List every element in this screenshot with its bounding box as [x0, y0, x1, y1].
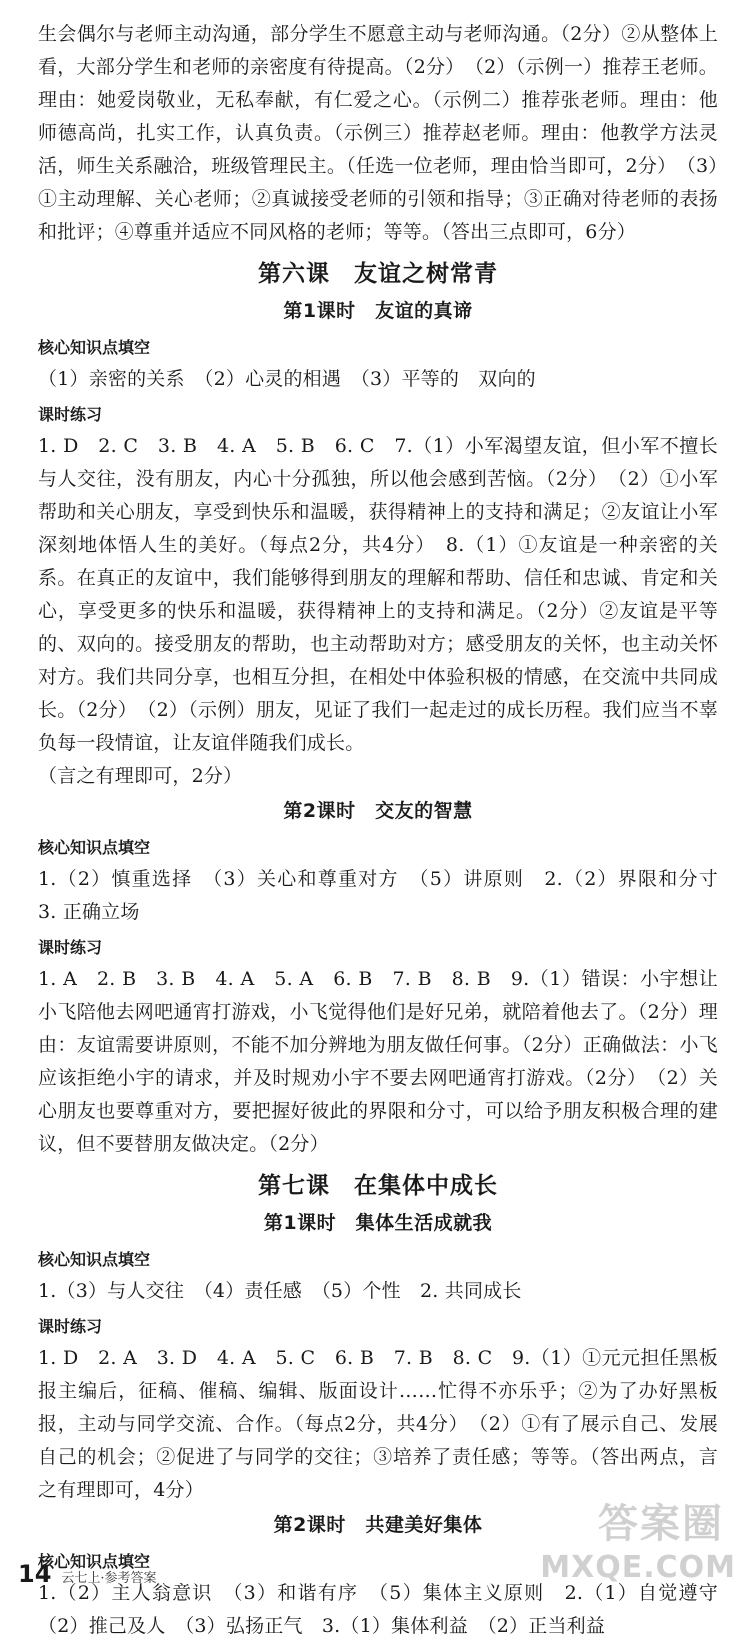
l7p2-core-knowledge-answers: 1.（2）主人翁意识 （3）和谐有序 （5）集体主义原则 2.（1）自觉遵守 （2）推己及人 （3）弘扬正气 3.（1）集体利益 （2）正当利益	[38, 1582, 738, 1637]
l6p2-core-knowledge-heading: 核心知识点填空	[38, 838, 151, 857]
l7p1-core-knowledge-answers: 1.（3）与人交往 （4）责任感 （5）个性 2. 共同成长	[38, 1280, 522, 1302]
watermark-bottom-text: MXQE.COM	[540, 1550, 736, 1585]
l6p2-exercise-heading: 课时练习	[38, 938, 103, 957]
page-number: 14	[18, 1560, 52, 1588]
l7p2-core-knowledge-heading: 核心知识点填空	[38, 1552, 151, 1571]
lesson-6-title: 第六课 友谊之树常青	[258, 261, 498, 287]
l6p1-exercise-note: （言之有理即可，2分）	[38, 765, 243, 787]
lesson-7-period-1-title: 第1课时 集体生活成就我	[263, 1212, 493, 1234]
previous-answer-continuation: 生会偶尔与老师主动沟通，部分学生不愿意主动与老师沟通。（2分）②从整体上看，大部分学生和老师的亲密度有待提高。（2分） （2）（示例一）推荐王老师。理由：她爱岗敬业，无私奉献，有仁爱之心。（示例二）推荐张老师。理由：他师德高尚，扎实工作，认真负责。（示例三）推荐赵老师。理由：他教学方法灵活，师生关系融洽，班级管理民主。（任选一位老师，理由恰当即可，2分） （3）①主动理解、关心老师；②真诚接受老师的引领和指导；③正确对待老师的表扬和批评；④尊重并适应不同风格的老师；等等。（答出三点即可，6分）	[38, 23, 718, 243]
l7p1-exercise-answers: 1. D 2. A 3. D 4. A 5. C 6. B 7. B 8. C 9.（1）①元元担任黑板报主编后，征稿、催稿、编辑、版面设计……忙得不亦乐乎；②为了办好黑板报，主动与同学交流、合作。（每点2分，共4分） （2）①有了展示自己、发展自己的机会；②促进了与同学的交往；③培养了责任感；等等。（答出两点，言之有理即可，4分）	[38, 1347, 718, 1501]
l6p1-core-knowledge-answers: （1）亲密的关系 （2）心灵的相遇 （3）平等的 双向的	[38, 368, 536, 390]
footer-label: 云七上·参考答案	[61, 1571, 157, 1586]
watermark-top-text: 答案圈	[598, 1501, 724, 1547]
l6p2-core-knowledge-answers: 1.（2）慎重选择 （3）关心和尊重对方 （5）讲原则 2.（2）界限和分寸 3. 正确立场	[38, 868, 738, 923]
site-watermark	[540, 1490, 744, 1595]
l6p1-exercise-heading: 课时练习	[38, 405, 103, 424]
lesson-6-period-1-title: 第1课时 友谊的真谛	[283, 300, 473, 322]
lesson-6-period-2-title: 第2课时 交友的智慧	[283, 800, 473, 822]
l6p2-exercise-answers: 1. A 2. B 3. B 4. A 5. A 6. B 7. B 8. B 9.（1）错误：小宇想让小飞陪他去网吧通宵打游戏，小飞觉得他们是好兄弟，就陪着他去了。（2分）理由：友谊需要讲原则，不能不加分辨地为朋友做任何事。（2分）正确做法：小飞应该拒绝小宇的请求，并及时规劝小宇不要去网吧通宵打游戏。（2分） （2）关心朋友也要尊重对方，要把握好彼此的界限和分寸，可以给予朋友积极合理的建议，但不要替朋友做决定。（2分）	[38, 968, 718, 1155]
l7p1-core-knowledge-heading: 核心知识点填空	[38, 1250, 151, 1269]
page-footer	[18, 1560, 157, 1590]
l7p1-exercise-heading: 课时练习	[38, 1317, 103, 1336]
answer-page	[38, 18, 738, 1643]
lesson-7-title: 第七课 在集体中成长	[258, 1173, 498, 1199]
l6p1-core-knowledge-heading: 核心知识点填空	[38, 338, 151, 357]
l6p1-exercise-answers: 1. D 2. C 3. B 4. A 5. B 6. C 7.（1）小军渴望友谊，但小军不擅长与人交往，没有朋友，内心十分孤独，所以他会感到苦恼。（2分） （2）①小军帮助和关心朋友，享受到快乐和温暖，获得精神上的支持和满足；②友谊让小军深刻地体悟人生的美好。（每点2分，共4分） 8.（1）①友谊是一种亲密的关系。在真正的友谊中，我们能够得到朋友的理解和帮助、信任和忠诚、肯定和关心，享受更多的快乐和温暖，获得精神上的支持和满足。（2分）②友谊是平等的、双向的。接受朋友的帮助，也主动帮助对方；感受朋友的关怀，也主动关怀对方。我们共同分享，也相互分担，在相处中体验积极的情感，在交流中共同成长。（2分） （2）（示例）朋友，见证了我们一起走过的成长历程。我们应当不辜负每一段情谊，让友谊伴随我们成长。	[38, 435, 718, 754]
lesson-7-period-2-title: 第2课时 共建美好集体	[273, 1514, 483, 1536]
